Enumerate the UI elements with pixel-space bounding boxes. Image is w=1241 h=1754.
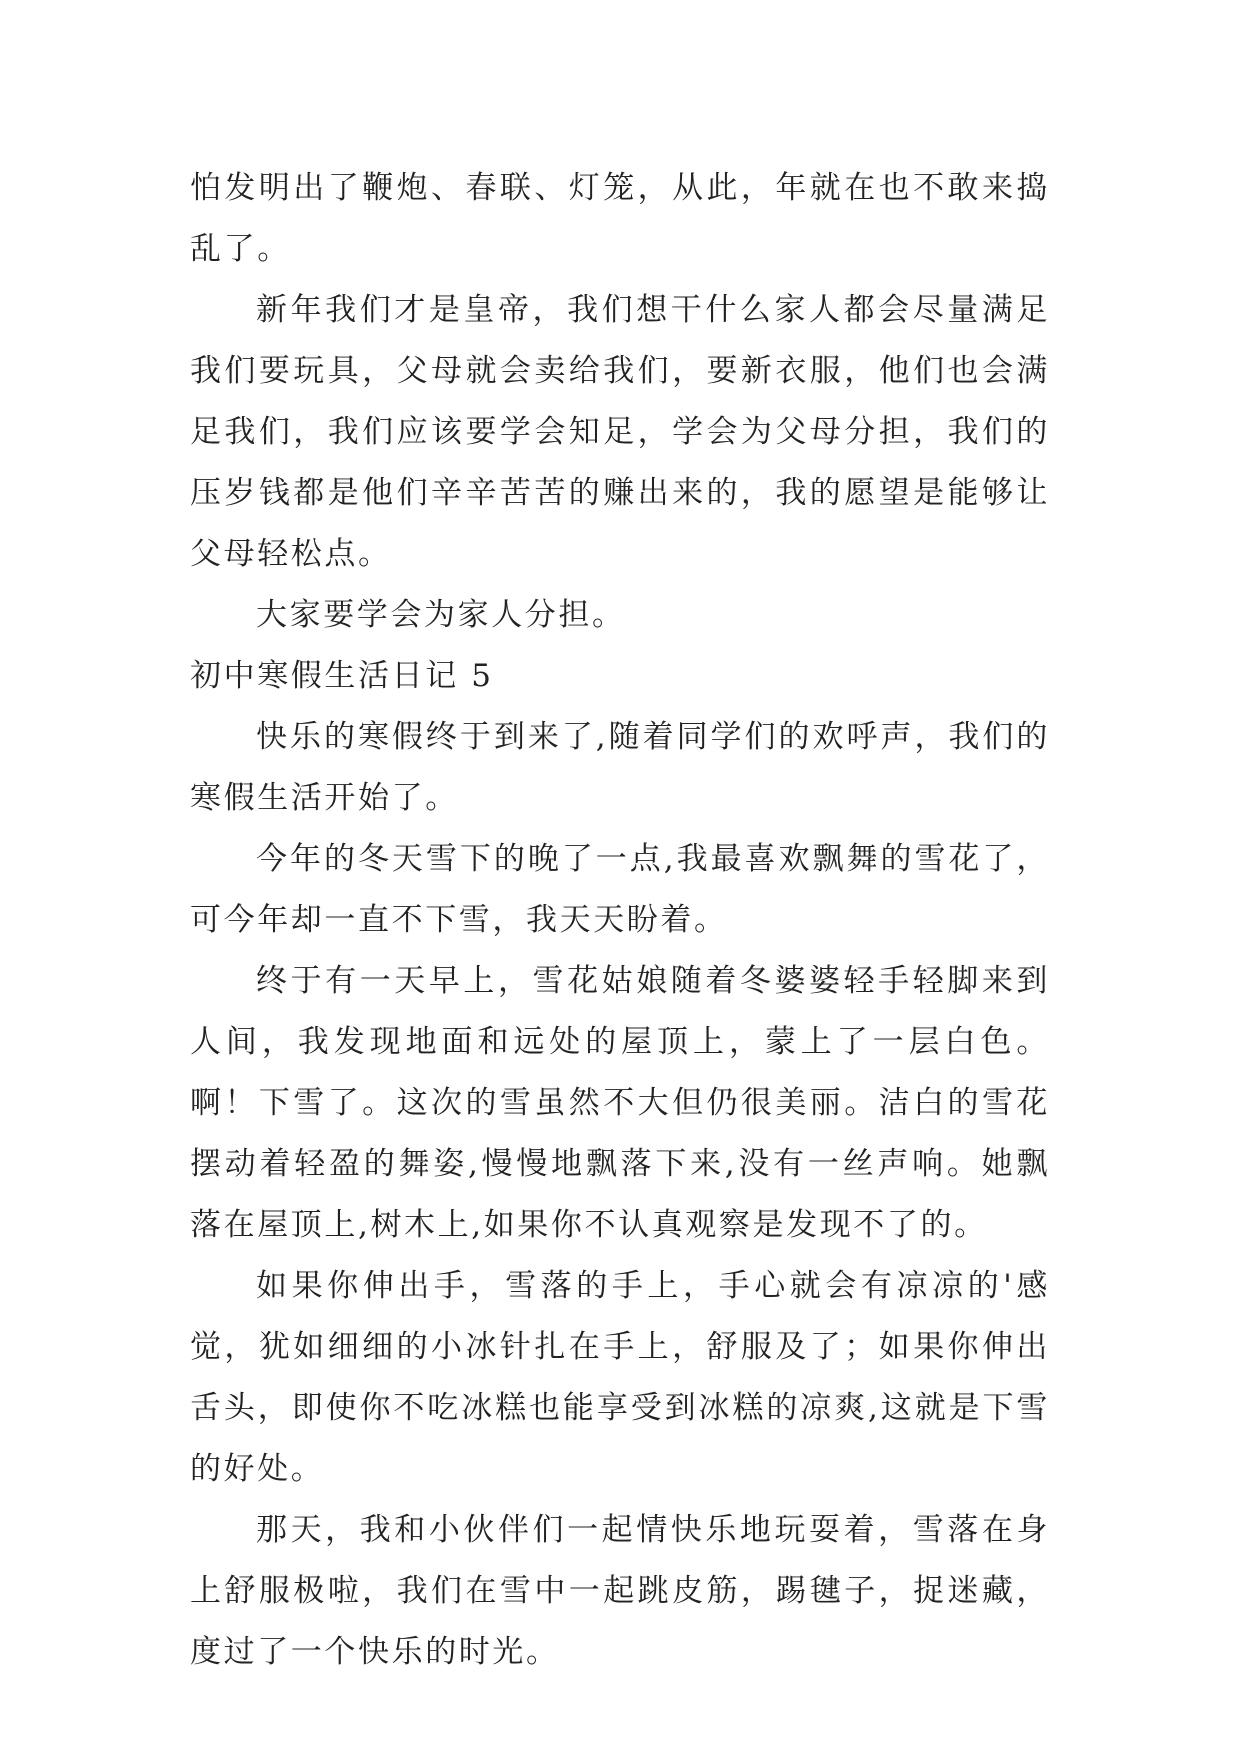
section-title: 初中寒假生活日记 5 [190,658,494,694]
paragraph-late-snow: 今年的冬天雪下的晚了一点,我最喜欢飘舞的雪花了，可今年却一直不下雪，我天天盼着。 [190,841,1050,938]
paragraph-snowfall: 终于有一天早上，雪花姑娘随着冬婆婆轻手轻脚来到人间，我发现地面和远处的屋顶上，蒙上了一层白色。啊！下雪了。这次的雪虽然不大但仍很美丽。洁白的雪花摆动着轻盈的舞姿,慢慢地飘落下来,没有一丝声响。她飘落在屋顶上,树木上,如果你不认真观察是发现不了的。 [190,963,1050,1243]
paragraph-new-year: 新年我们才是皇帝，我们想干什么家人都会尽量满足我们要玩具，父母就会卖给我们，要新衣服，他们也会满足我们，我们应该要学会知足，学会为父母分担，我们的压岁钱都是他们辛辛苦苦的赚出来的，我的愿望是能够让父母轻松点。 [190,292,1050,572]
paragraph-snow-touch: 如果你伸出手，雪落的手上，手心就会有凉凉的'感觉，犹如细细的小冰针扎在手上，舒服及了；如果你伸出舌头，即使你不吃冰糕也能享受到冰糕的凉爽,这就是下雪的好处。 [190,1268,1050,1487]
paragraph-winter-break: 快乐的寒假终于到来了,随着同学们的欢呼声，我们的寒假生活开始了。 [190,719,1050,816]
paragraph-continuation: 怕发明出了鞭炮、春联、灯笼，从此，年就在也不敢来捣乱了。 [190,170,1050,267]
paragraph-play: 那天，我和小伙伴们一起情快乐地玩耍着，雪落在身上舒服极啦，我们在雪中一起跳皮筋，踢毽子，捉迷藏，度过了一个快乐的时光。 [190,1512,1050,1670]
document-page [190,158,1050,1683]
paragraph-share: 大家要学会为家人分担。 [256,597,626,633]
